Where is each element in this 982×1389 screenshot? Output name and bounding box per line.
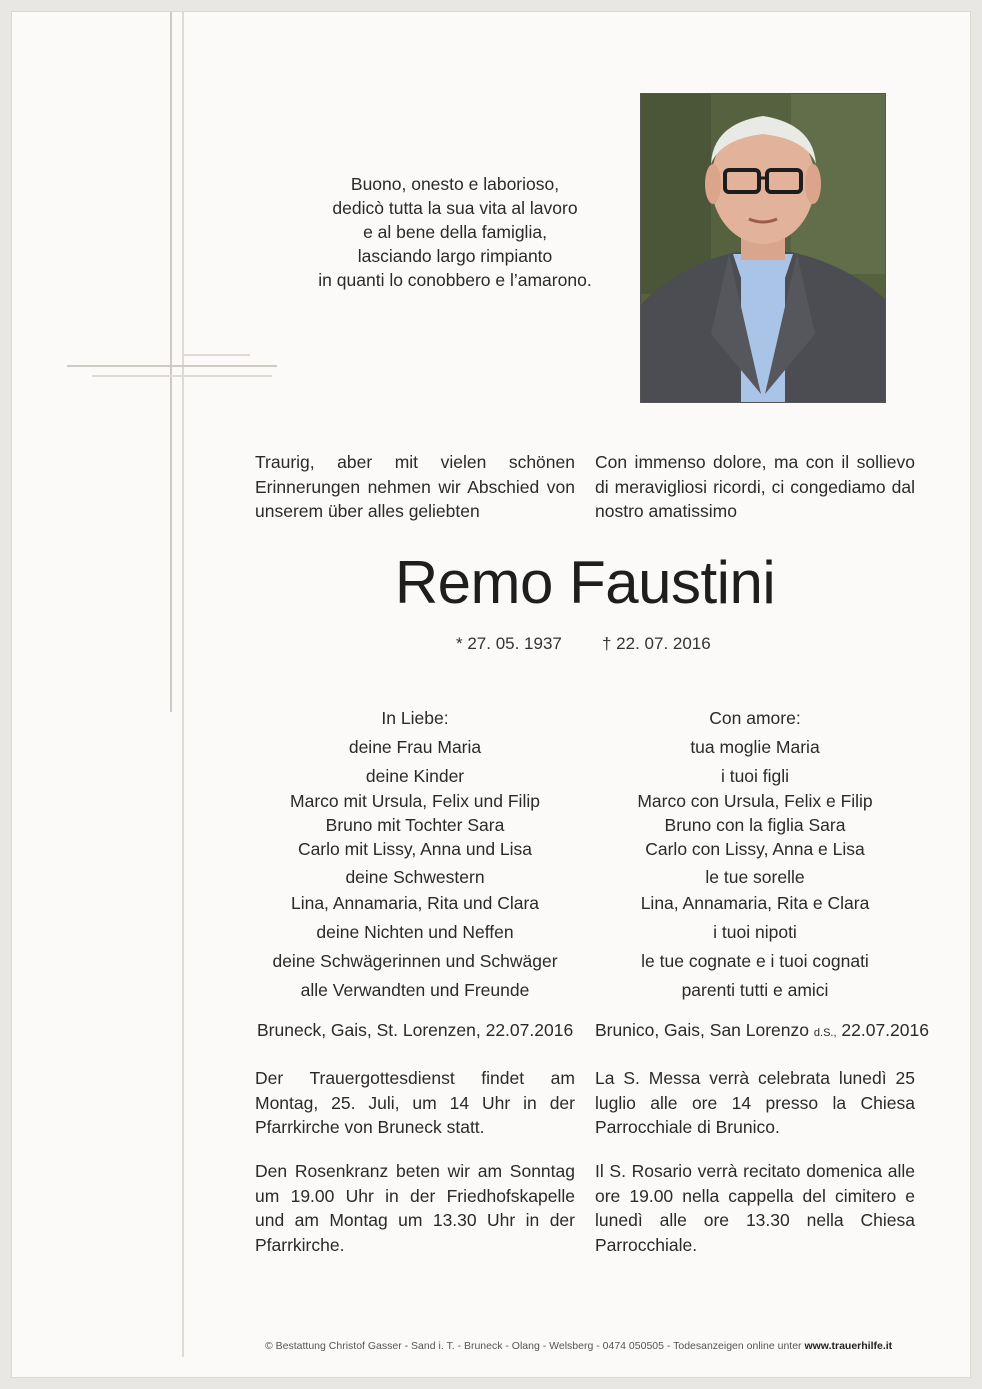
- place-italian-main: Brunico, Gais, San Lorenzo: [595, 1020, 810, 1040]
- list-item: Bruno mit Tochter Sara: [325, 815, 505, 835]
- list-item: le tue cognate e i tuoi cognati: [641, 951, 869, 971]
- list-item: Carlo con Lissy, Anna e Lisa: [645, 839, 865, 859]
- place-italian-suffix: d.S.,: [813, 1027, 837, 1039]
- list-item: Marco mit Ursula, Felix und Filip: [290, 791, 540, 811]
- list-item: alle Verwandten und Freunde: [300, 980, 530, 1000]
- service-german: Der Trauergottesdienst findet am Montag, 25. Juli, um 14 Uhr in der Pfarrkirche von Bruneck statt.: [255, 1068, 575, 1137]
- rosary-german: Den Rosenkranz beten wir am Sonntag um 19.00 Uhr in der Friedhofskapelle und am Montag um 13.30 Uhr in der Pfarrkirche.: [255, 1161, 575, 1255]
- motto-line: e al bene della famiglia,: [363, 222, 547, 242]
- list-item: Lina, Annamaria, Rita und Clara: [290, 893, 540, 913]
- motto-line: in quanti lo conobbero e l’amarono.: [318, 270, 592, 290]
- portrait-illustration: [641, 94, 885, 402]
- footer-credit: [265, 1340, 892, 1352]
- list-item: Carlo mit Lissy, Anna und Lisa: [297, 839, 533, 859]
- place-date-german: Bruneck, Gais, St. Lorenzen, 22.07.2016: [257, 1020, 574, 1040]
- list-item: deine Kinder: [365, 766, 465, 786]
- list-item: deine Schwestern: [345, 867, 485, 887]
- motto-line: Buono, onesto e laborioso,: [350, 174, 560, 194]
- service-italian: La S. Messa verrà celebrata lunedì 25 luglio alle ore 14 presso la Chiesa Parrocchiale di Brunico.: [595, 1068, 915, 1137]
- list-item: i tuoi figli: [720, 766, 790, 786]
- list-item: Lina, Annamaria, Rita e Clara: [640, 893, 870, 913]
- list-item: Bruno con la figlia Sara: [664, 815, 846, 835]
- intro-german: Traurig, aber mit vielen schönen Erinnerungen nehmen wir Abschied von unserem über alles geliebten: [255, 452, 575, 521]
- list-item: Marco con Ursula, Felix e Filip: [637, 791, 873, 811]
- list-item: deine Schwägerinnen und Schwäger: [272, 951, 558, 971]
- list-item: deine Frau Maria: [348, 737, 482, 757]
- place-date-italian: [595, 1020, 929, 1041]
- place-italian-date: 22.07.2016: [841, 1020, 929, 1040]
- list-item: In Liebe:: [381, 708, 449, 728]
- motto-verse: [255, 172, 655, 292]
- family-list-german: [255, 705, 575, 1003]
- intro-italian: Con immenso dolore, ma con il sollievo di meravigliosi ricordi, ci congediamo dal nostro amatissimo: [595, 452, 915, 521]
- birth-date: * 27. 05. 1937: [456, 634, 562, 653]
- list-item: Con amore:: [709, 708, 801, 728]
- death-date: † 22. 07. 2016: [602, 634, 711, 653]
- list-item: parenti tutti e amici: [681, 980, 829, 1000]
- family-list-italian: [595, 705, 915, 1003]
- list-item: i tuoi nipoti: [713, 922, 797, 942]
- list-item: le tue sorelle: [705, 867, 805, 887]
- motto-line: dedicò tutta la sua vita al lavoro: [332, 198, 578, 218]
- list-item: tua moglie Maria: [690, 737, 820, 757]
- portrait-photo: [640, 93, 886, 403]
- footer-text: © Bestattung Christof Gasser - Sand i. T. - Bruneck - Olang - Welsberg - 0474 050505 - Todesanzeigen online unter: [265, 1340, 802, 1352]
- footer-website-link[interactable]: www.trauerhilfe.it: [804, 1340, 893, 1352]
- rosary-italian: Il S. Rosario verrà recitato domenica alle ore 19.00 nella cappella del cimitero e lunedì alle ore 13.30 nella Chiesa Parrocchiale.: [595, 1161, 915, 1255]
- motto-line: lasciando largo rimpianto: [357, 246, 553, 266]
- deceased-name: Remo Faustini: [394, 549, 776, 616]
- list-item: deine Nichten und Neffen: [316, 922, 514, 942]
- obituary-card: [12, 12, 970, 1377]
